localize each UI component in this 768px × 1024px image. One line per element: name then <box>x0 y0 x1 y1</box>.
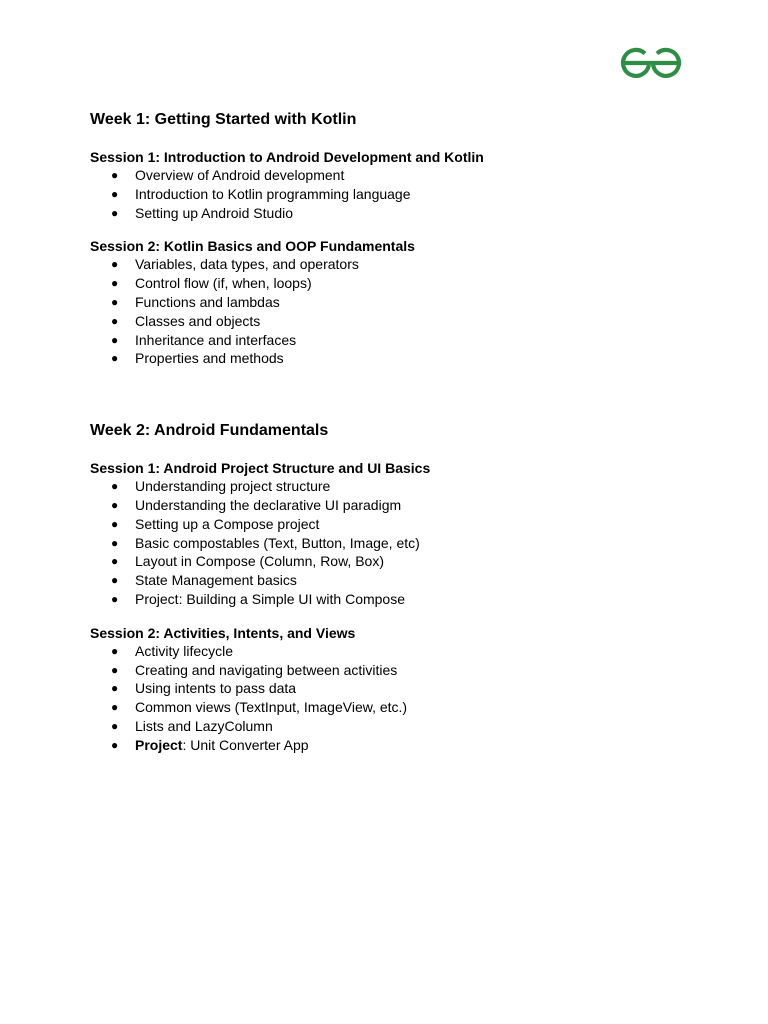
week2-session1-title: Session 1: Android Project Structure and UI Basics <box>90 460 431 477</box>
list-item: ● Introduction to Kotlin programming language <box>111 185 411 202</box>
bullet-icon: ● <box>111 591 119 606</box>
list-item: ● Functions and lambdas <box>111 293 280 310</box>
bullet-icon: ● <box>111 643 119 658</box>
bullet-icon: ● <box>111 257 119 272</box>
list-item: ● Classes and objects <box>111 312 261 329</box>
bullet-icon: ● <box>111 497 119 512</box>
list-item: ● Using intents to pass data <box>111 680 297 697</box>
week1-session1-title: Session 1: Introduction to Android Development and Kotlin <box>90 149 484 165</box>
list-item: ● Control flow (if, when, loops) <box>111 275 312 292</box>
week1-title: Week 1: Getting Started with Kotlin <box>90 111 357 128</box>
bullet-icon: ● <box>111 294 119 309</box>
bullet-icon: ● <box>111 700 119 715</box>
week2-session1-list <box>90 477 710 609</box>
list-item: ● Setting up a Compose project <box>111 515 320 532</box>
project-label: Project <box>135 736 183 753</box>
bullet-icon: ● <box>111 718 119 733</box>
bullet-icon: ● <box>111 662 119 677</box>
list-item: ● State Management basics <box>111 572 297 589</box>
project-description: : Unit Converter App <box>182 736 309 753</box>
list-item: ● Understanding project structure <box>111 478 331 495</box>
week1-session1-list <box>90 166 710 222</box>
week2-session2-list <box>90 642 710 755</box>
list-item: ● Properties and methods <box>111 350 284 367</box>
bullet-icon: ● <box>111 186 119 201</box>
list-item: ● Activity lifecycle <box>111 642 234 659</box>
document-body <box>90 109 710 755</box>
week2-title: Week 2: Android Fundamentals <box>90 422 329 440</box>
bullet-icon: ● <box>111 535 119 550</box>
list-item: ● Overview of Android development <box>111 167 345 183</box>
list-item: ● Setting up Android Studio <box>111 204 294 221</box>
list-item: ● Creating and navigating between activities <box>111 661 398 678</box>
list-item <box>90 736 710 755</box>
bullet-icon: ● <box>111 681 119 696</box>
geeksforgeeks-logo-icon <box>620 44 682 80</box>
list-item: ● Lists and LazyColumn <box>111 717 273 734</box>
bullet-icon: ● <box>111 516 119 531</box>
bullet-icon: ● <box>111 554 119 569</box>
bullet-icon: ● <box>111 332 119 347</box>
bullet-icon: ● <box>111 313 119 328</box>
bullet-icon: ● <box>111 737 119 752</box>
list-item: ● Variables, data types, and operators <box>111 256 359 273</box>
list-item: ● Understanding the declarative UI paradigm <box>111 496 402 513</box>
week2-session2-title: Session 2: Activities, Intents, and Views <box>90 624 356 641</box>
bullet-icon: ● <box>111 573 119 588</box>
bullet-icon: ● <box>111 479 119 494</box>
bullet-icon: ● <box>111 205 119 220</box>
list-item: ● Inheritance and interfaces <box>111 331 297 348</box>
list-item: ● Project: Building a Simple UI with Compose <box>111 590 406 607</box>
bullet-icon: ● <box>111 276 119 291</box>
week1-session2-title: Session 2: Kotlin Basics and OOP Fundamentals <box>90 238 415 255</box>
list-item: ● Layout in Compose (Column, Row, Box) <box>111 553 384 570</box>
bullet-icon: ● <box>111 168 119 182</box>
week1-session2-list <box>90 255 710 368</box>
list-item: ● Basic compostables (Text, Button, Image, etc) <box>111 534 420 551</box>
bullet-icon: ● <box>111 351 119 366</box>
list-item: ● Common views (TextInput, ImageView, etc.) <box>111 699 408 716</box>
